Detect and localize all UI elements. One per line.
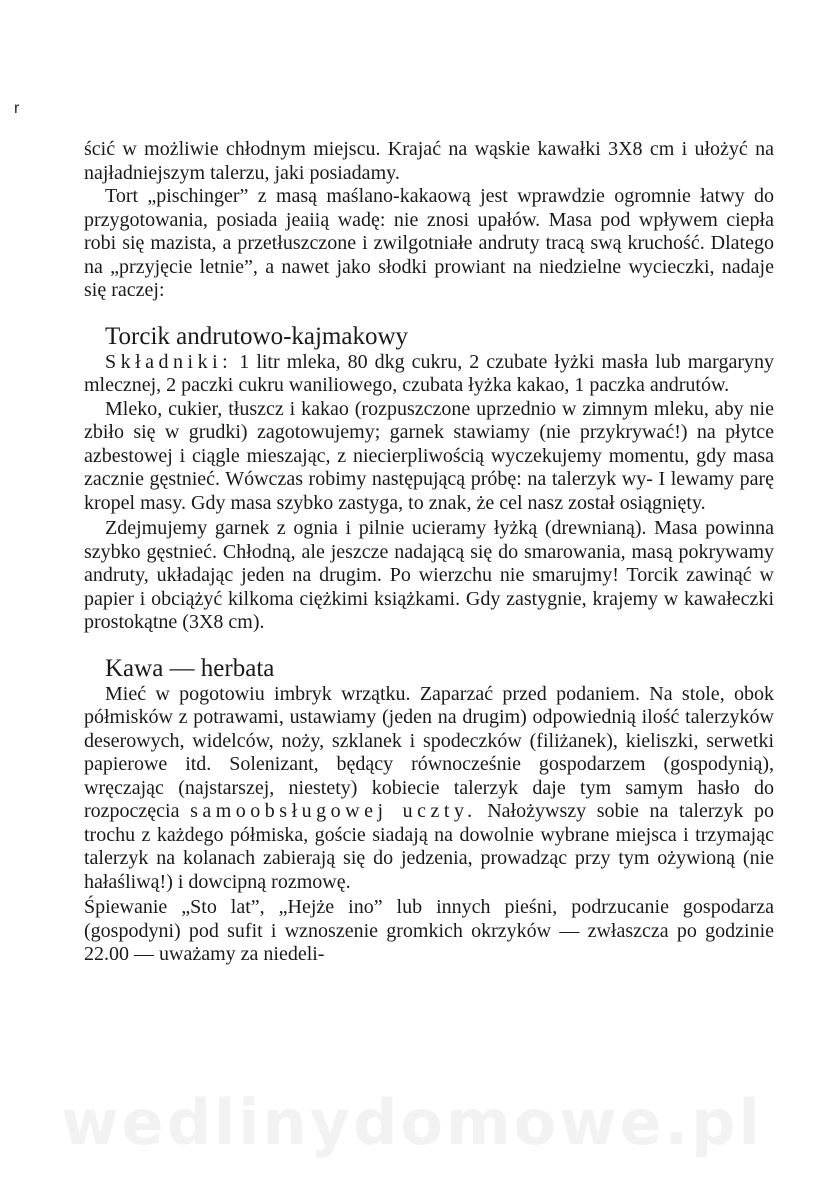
paragraph-pischinger: Tort „pischinger” z masą maślano-kakaową jest wprawdzie ogromnie łatwy do przygotowania, posiada jeaiią wadę: nie znosi upałów. Masa pod wpływem ciepła robi się mazista, a przetłuszczone i zwilgotniałe andruty tracą swą kruchość. Dlatego na „przyjęcie letnie”, a nawet jako słodki prowiant na niedzielne wycieczki, nadaje się raczej: bbox=[84, 185, 774, 301]
serving-text-start: Mieć w pogotowiu imbryk wrzątku. Zaparzać przed podaniem. Na stole, obok półmisków z potrawami, ustawiamy (jeden na drugim) odpowiednią ilość talerzyków deserowych, widelców, noży, szklanek i spodeczków (filiżanek), kieliszki, serwetki papierowe itd. Solenizant, będący równocześnie gospodarzem (gospodynią), wręczając (najstarszej, niestety) kobiecie talerzyk daje tym samym hasło do rozpoczęcia bbox=[84, 682, 774, 822]
section-heading-kawa: Kawa — herbata bbox=[105, 654, 275, 682]
watermark: wedlinydomowe.pl bbox=[61, 1086, 763, 1159]
section-heading-torcik: Torcik andrutowo-kajmakowy bbox=[105, 322, 409, 350]
paragraph-serving bbox=[84, 683, 774, 895]
ingredients-text: 1 litr mleka, 80 dkg cukru, 2 czubate łyżki masła lub margaryny mlecznej, 2 paczki cukru waniliowego, czubata łyżka kakao, 1 paczka andrutów. bbox=[84, 350, 774, 396]
margin-mark: r bbox=[14, 100, 20, 117]
paragraph-continuation: ścić w możliwie chłodnym miejscu. Krajać na wąskie kawałki 3X8 cm i ułożyć na najładniejszym talerzu, jaki posiadamy. bbox=[84, 138, 774, 184]
ingredients-paragraph bbox=[84, 351, 774, 398]
serving-emphasis: samoobsługowej uczty. bbox=[190, 800, 477, 822]
page-body bbox=[84, 138, 774, 967]
serving-text-end: Nałożywszy sobie na talerzyk po trochu z każdego półmiska, goście siadają na dowolnie wybrane miejsca i trzymając talerzyk na kolanach zabierają się do jedzenia, prowadząc przy tym ożywioną (nie hałaśliwą!) i dowcipną rozmowę. bbox=[84, 800, 774, 893]
ingredients-label: Składniki: bbox=[105, 350, 233, 373]
paragraph-singing: Śpiewanie „Sto lat”, „Hejże ino” lub innych pieśni, podrzucanie gospodarza (gospodyni) pod sufit i wznoszenie gromkich okrzyków — zwłaszcza po godzinie 22.00 — uważamy za niedeli- bbox=[84, 896, 774, 965]
paragraph-assembly: Zdejmujemy garnek z ognia i pilnie ucieramy łyżką (drewnianą). Masa powinna szybko gęstnieć. Chłodną, ale jeszcze nadającą się do smarowania, masą pokrywamy andruty, układając jeden na drugim. Po wierzchu nie smarujmy! Torcik zawinąć w papier i obciążyć kilkoma ciężkimi książkami. Gdy zastygnie, krajemy w kawałeczki prostokątne (3X8 cm). bbox=[84, 517, 774, 633]
paragraph-preparation: Mleko, cukier, tłuszcz i kakao (rozpuszczone uprzednio w zimnym mleku, aby nie zbiło się w grudki) zagotowujemy; garnek stawiamy (nie przykrywać!) na płytce azbestowej i ciągle mieszając, z niecierpliwością wyczekujemy momentu, gdy masa zacznie gęstnieć. Wówczas robimy następującą próbę: na talerzyk wy- I lewamy parę kropel masy. Gdy masa szybko zastyga, to znak, że cel nasz został osiągnięty. bbox=[84, 397, 774, 514]
